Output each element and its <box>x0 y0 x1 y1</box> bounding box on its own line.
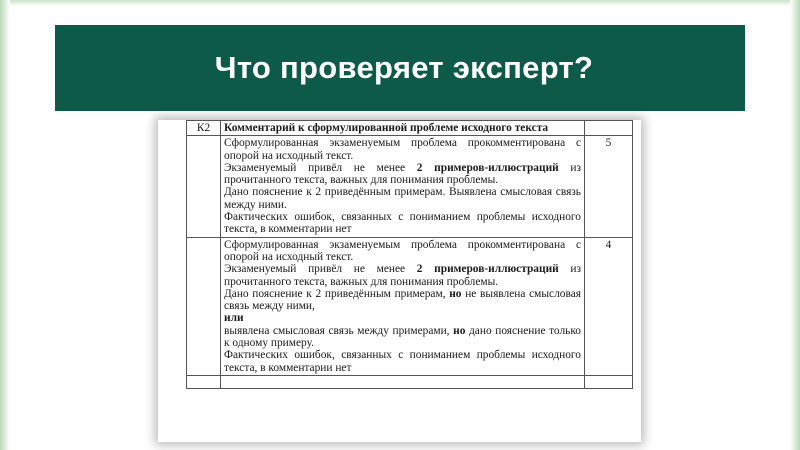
line-text: из прочитанного текста, важных для понимания проблемы. <box>224 161 581 187</box>
row-description-partial <box>221 375 585 388</box>
row-description <box>221 136 585 237</box>
empty-code-cell <box>187 136 221 237</box>
criterion-line: Фактических ошибок, связанных с пониманием проблемы исходного текста, в комментарии нет <box>224 211 581 236</box>
row-description <box>221 237 585 375</box>
empty-code-cell <box>187 375 221 388</box>
criterion-line: Фактических ошибок, связанных с пониманием проблемы исходного текста, в комментарии нет <box>224 349 581 374</box>
criterion-line: Дано пояснение к 2 приведённым примерам. Выявлена смысловая связь между ними. <box>224 186 581 211</box>
table-row <box>187 237 633 375</box>
table-row-partial <box>187 375 633 388</box>
line-text: из прочитанного текста, важных для понимания проблемы. <box>224 263 581 288</box>
alternative-or: или <box>224 312 244 325</box>
criteria-header-row <box>187 121 633 136</box>
slide-frame-right <box>790 0 800 450</box>
emphasis-text: 2 примеров-иллюстраций <box>416 161 559 174</box>
table-row <box>187 136 633 237</box>
criterion-code: К2 <box>187 121 221 136</box>
criteria-document-scan <box>158 120 641 442</box>
criterion-line: Сформулированная экзаменуемым проблема прокомментирована с опорой на исходный текст. <box>224 238 581 263</box>
criterion-title: Комментарий к сформулированной проблеме исходного текста <box>221 121 585 136</box>
criterion-line: Сформулированная экзаменуемым проблема прокомментирована с опорой на исходный текст. <box>224 137 581 162</box>
slide-frame-top <box>0 0 800 6</box>
slide-frame-left <box>0 0 10 450</box>
line-text: не выявлена смысловая связь между ними, <box>224 287 581 313</box>
emphasis-text: но <box>449 287 462 300</box>
criteria-table <box>186 120 633 389</box>
line-text: Дано пояснение к 2 приведённым примерам, <box>224 287 450 300</box>
line-text: дано пояснение только к одному примеру. <box>224 324 581 350</box>
slide-title: Что проверяет эксперт? <box>214 50 594 85</box>
row-score: 4 <box>585 237 633 375</box>
criterion-line <box>224 162 581 187</box>
row-score: 5 <box>585 136 633 237</box>
emphasis-text: но <box>453 324 466 337</box>
line-text: Экзаменуемый привёл не менее <box>224 161 417 174</box>
line-text: Экзаменуемый привёл не менее <box>224 263 417 276</box>
emphasis-text: 2 примеров-иллюстраций <box>416 263 559 276</box>
header-score-cell <box>585 121 633 136</box>
line-text: выявлена смысловая связь между примерами, <box>224 324 454 337</box>
title-banner <box>55 25 745 111</box>
empty-code-cell <box>187 237 221 375</box>
criterion-line <box>224 325 581 350</box>
criterion-line <box>224 263 581 288</box>
row-score-partial <box>585 375 633 388</box>
criterion-line <box>224 288 581 313</box>
